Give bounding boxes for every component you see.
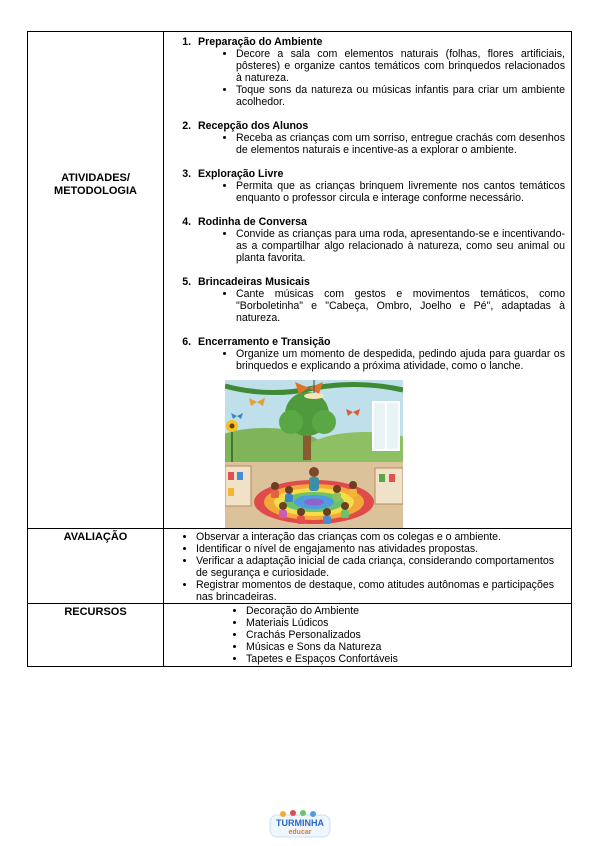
step-bullet: • Receba as crianças com um sorriso, entregue crachás com desenhos de elementos naturais e incentive-as a explorar o ambiente.: [236, 132, 565, 156]
step-bullet: • Toque sons da natureza ou músicas infantis para criar um ambiente acolhedor.: [236, 84, 565, 108]
avaliacao-label-cell: [28, 529, 164, 604]
step-bullet: • Convide as crianças para uma roda, apresentando-se e incentivando-as a compartilhar algo relacionado à natureza, como seu animal ou planta favorita.: [236, 228, 565, 264]
logo-line2: educar: [288, 829, 312, 836]
step-title: Recepção dos Alunos: [198, 120, 309, 132]
avaliacao-item: • Observar a interação das crianças com os colegas e o ambiente.: [196, 531, 565, 543]
atividades-label: ATIVIDADES/: [61, 172, 130, 184]
avaliacao-label: AVALIAÇÃO: [63, 531, 128, 543]
avaliacao-content: [164, 529, 572, 604]
atividades-row: [28, 32, 572, 529]
atividades-content: [164, 32, 572, 529]
metodologia-label: METODOLOGIA: [54, 185, 137, 197]
step-bullet: • Permita que as crianças brinquem livremente nos cantos temáticos enquanto o professor circula e interage conforme necessário.: [236, 180, 565, 204]
step-bullet: • Decore a sala com elementos naturais (folhas, flores artificiais, pôsteres) e organize cantos temáticos com brinquedos relacionados à natureza.: [236, 48, 565, 84]
step-item: [194, 216, 565, 264]
step-title: Rodinha de Conversa: [198, 216, 307, 228]
classroom-illustration: [225, 380, 403, 528]
recurso-item: • Crachás Personalizados: [246, 629, 571, 641]
recurso-item: • Materiais Lúdicos: [246, 617, 571, 629]
recurso-item: • Músicas e Sons da Natureza: [246, 641, 571, 653]
turminha-educar-logo: [269, 809, 331, 839]
avaliacao-row: [28, 529, 572, 604]
recurso-item: • Tapetes e Espaços Confortáveis: [246, 653, 571, 665]
avaliacao-list: [164, 529, 571, 603]
recursos-list: [164, 604, 571, 666]
logo-line1: TURMINHA: [276, 818, 324, 828]
recursos-row: [28, 604, 572, 667]
avaliacao-item: • Registrar momentos de destaque, como atitudes autônomas e participações nas brincadeiras.: [196, 579, 565, 603]
recursos-label: RECURSOS: [64, 606, 127, 618]
avaliacao-item: • Verificar a adaptação inicial de cada criança, considerando comportamentos de segurança e curiosidade.: [196, 555, 565, 579]
recursos-content: [164, 604, 572, 667]
step-item: [194, 120, 565, 156]
step-item: [194, 276, 565, 324]
steps-list: [164, 32, 571, 372]
step-title: Encerramento e Transição: [198, 336, 331, 348]
step-item: [194, 336, 565, 372]
step-title: Brincadeiras Musicais: [198, 276, 310, 288]
avaliacao-item: • Identificar o nível de engajamento nas atividades propostas.: [196, 543, 565, 555]
atividades-label-cell: [28, 32, 164, 529]
step-item: [194, 36, 565, 108]
step-title: Preparação do Ambiente: [198, 36, 323, 48]
lesson-plan-table: [27, 31, 572, 667]
recurso-item: • Decoração do Ambiente: [246, 605, 571, 617]
step-item: [194, 168, 565, 204]
step-bullet: • Cante músicas com gestos e movimentos temáticos, como "Borboletinha" e "Cabeça, Ombro, Joelho e Pé", adaptadas à natureza.: [236, 288, 565, 324]
step-title: Exploração Livre: [198, 168, 284, 180]
recursos-label-cell: [28, 604, 164, 667]
step-bullet: • Organize um momento de despedida, pedindo ajuda para guardar os brinquedos e explicando a próxima atividade, como o lanche.: [236, 348, 565, 372]
